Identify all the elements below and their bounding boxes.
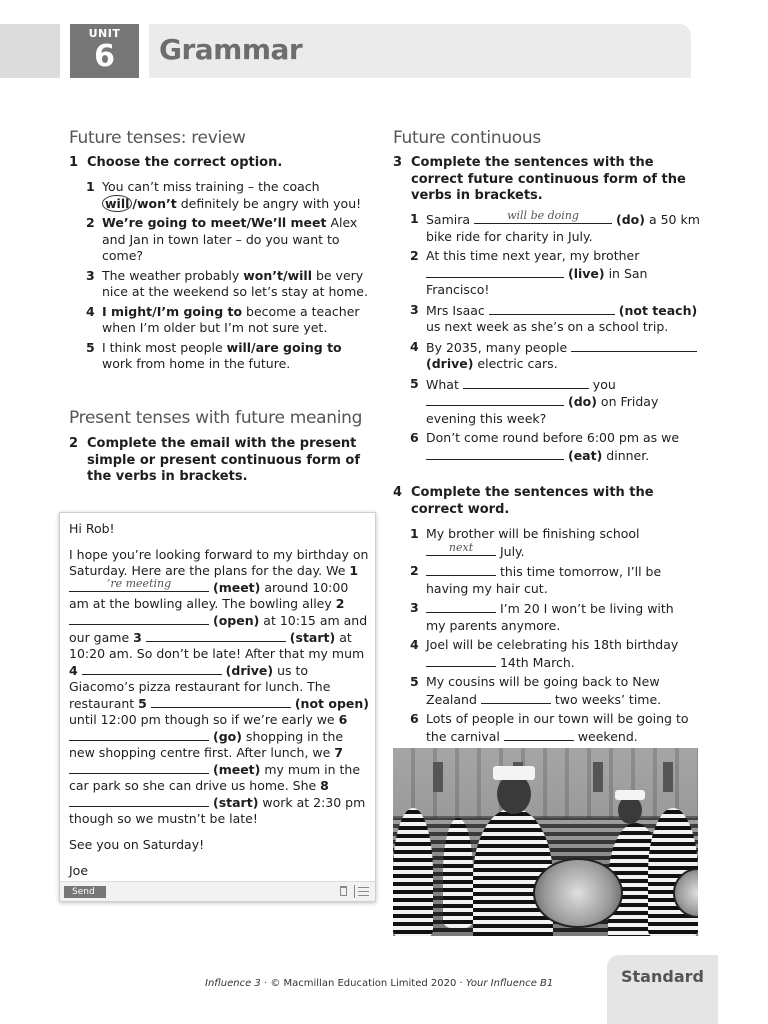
list-item [410, 563, 690, 597]
verb-prompt: (do) [567, 394, 597, 409]
trash-icon[interactable] [340, 886, 347, 896]
handwritten-answer: next [448, 540, 474, 554]
answer-blank[interactable] [489, 302, 615, 315]
exercise-1-list [86, 179, 371, 376]
verb-prompt: (eat) [567, 447, 603, 463]
photo-figure [443, 818, 473, 928]
exercise-number: 3 [393, 155, 403, 170]
send-button[interactable]: Send [64, 886, 106, 898]
item-number: 3 [410, 600, 419, 615]
header-bar [149, 24, 691, 78]
email-text: at 10:20 am. So don’t be late! After that my mum [69, 630, 365, 661]
email-text: We [322, 563, 350, 578]
item-text: July. [496, 543, 525, 559]
item-text: on Friday evening this week? [426, 394, 659, 426]
option-text: will/are going to [226, 339, 342, 355]
answer-blank[interactable] [463, 376, 589, 389]
answer-blank[interactable] [426, 540, 496, 556]
list-item [410, 302, 702, 336]
gap-number: 6 [338, 712, 348, 727]
menu-icon[interactable] [358, 887, 369, 896]
item-number: 2 [410, 248, 419, 263]
answer-blank[interactable] [474, 211, 612, 224]
verb-prompt: (not open) [294, 696, 369, 711]
option-text: We’re going to meet/We’ll meet [102, 215, 327, 230]
carnival-photo [393, 748, 698, 936]
item-text: What [426, 376, 463, 392]
gap-number: 7 [334, 745, 343, 760]
footer-book: Influence 3 [205, 978, 261, 989]
item-text: us next week as she’s on a school trip. [426, 319, 669, 334]
email-closing: See you on Saturday! [69, 837, 205, 852]
email-window [59, 512, 376, 902]
list-item [410, 211, 702, 245]
gap-number: 2 [335, 596, 345, 611]
toolbar-divider [354, 885, 355, 898]
level-tab [607, 955, 718, 1024]
item-number: 4 [410, 338, 419, 354]
exercise-number: 2 [69, 436, 79, 451]
section-title-future-tenses: Future tenses: review [69, 128, 246, 148]
item-text: you [588, 376, 616, 392]
list-item [410, 248, 702, 299]
exercise-1-heading [69, 155, 369, 172]
item-text: I think most people [102, 339, 227, 355]
list-item [86, 268, 371, 301]
photo-hat [493, 766, 535, 780]
answer-blank[interactable] [481, 691, 551, 704]
item-number: 6 [410, 711, 419, 726]
email-signature: Joe [69, 863, 89, 878]
exercise-4-list [410, 526, 690, 748]
photo-steel-drum [533, 858, 623, 928]
exercise-3-list [410, 211, 702, 467]
photo-face [497, 774, 531, 814]
item-text: 14th March. [496, 654, 575, 670]
option-text: I might/I’m going to [102, 303, 243, 319]
item-text: Joel will be celebrating his 18th birthday [426, 637, 679, 652]
item-text: My cousins will be going back to New Zealand [426, 674, 660, 707]
email-body [69, 521, 369, 889]
email-text: at 10:15 am and our game [69, 613, 368, 645]
exercise-2-heading [69, 436, 369, 486]
verb-prompt: (go) [212, 729, 242, 744]
item-number: 3 [86, 267, 95, 283]
list-item [410, 637, 690, 671]
list-item [410, 600, 690, 634]
photo-window [663, 762, 673, 792]
section-title-present-tenses: Present tenses with future meaning [69, 408, 363, 428]
gap-number: 8 [320, 778, 329, 793]
verb-prompt: (drive) [426, 356, 474, 371]
exercise-4-heading [393, 485, 693, 518]
answer-blank[interactable] [426, 265, 564, 278]
answer-blank[interactable] [146, 629, 286, 642]
item-number: 3 [410, 301, 419, 317]
photo-face [618, 796, 642, 824]
item-text: weekend. [573, 728, 638, 744]
list-item [410, 711, 690, 745]
verb-prompt: (start) [212, 795, 259, 810]
footer-copyright: · © Macmillan Education Limited 2020 · [260, 978, 466, 989]
item-text: Don’t come round before 6:00 pm as we [426, 430, 680, 445]
exercise-3-heading [393, 155, 693, 205]
option-text: won’t/will [243, 267, 312, 283]
verb-prompt: (do) [616, 212, 645, 227]
item-text: become a teacher when I’m older but I’m not sure yet. [102, 303, 360, 335]
answer-blank[interactable] [426, 600, 496, 613]
level-label: Standard [621, 967, 704, 986]
item-text: two weeks’ time. [550, 691, 662, 707]
section-title-future-continuous: Future continuous [393, 128, 541, 148]
list-item [86, 304, 371, 337]
item-number: 1 [410, 211, 419, 226]
email-text: work at 2:30 pm though so we mustn’t be late! [69, 795, 366, 826]
item-text: The weather probably [102, 267, 244, 283]
item-text: My brother will be finishing school [426, 526, 640, 541]
verb-prompt: (start) [289, 630, 336, 645]
verb-prompt: (not teach) [618, 302, 698, 318]
item-text: I’m 20 I won’t be living with my parents anymore. [426, 601, 674, 633]
item-text: By 2035, many people [426, 339, 572, 355]
list-item [410, 430, 702, 464]
item-number: 1 [86, 179, 95, 194]
list-item [86, 340, 371, 373]
answer-blank[interactable] [504, 728, 574, 741]
list-item [410, 526, 690, 560]
exercise-instruction: Complete the sentences with the correct word. [411, 485, 654, 517]
list-item [410, 376, 702, 428]
verb-prompt: (drive) [225, 663, 274, 678]
verb-prompt: (meet) [212, 580, 261, 595]
item-number: 4 [86, 303, 95, 319]
exercise-number: 1 [69, 155, 79, 170]
answer-blank[interactable] [426, 393, 564, 406]
answer-blank[interactable] [82, 662, 222, 675]
answer-blank[interactable] [571, 339, 697, 352]
exercise-instruction: Complete the sentences with the correct future continuous form of the verbs in brackets. [411, 155, 686, 203]
item-text: this time tomorrow, I’ll be having my hair cut. [426, 564, 662, 596]
email-paragraph [69, 547, 369, 827]
photo-window [433, 762, 443, 792]
verb-prompt: (live) [567, 265, 605, 281]
email-text: shopping in the new shopping centre first. After lunch, we [69, 729, 344, 760]
footer-credit [205, 978, 553, 989]
item-number: 2 [410, 563, 419, 578]
item-text: be very nice at the weekend so let’s stay at home. [102, 267, 368, 299]
answer-blank[interactable] [426, 654, 496, 667]
answer-blank[interactable] [69, 761, 209, 774]
email-text: until 12:00 pm though so if we’re early we [69, 712, 339, 727]
list-item [410, 674, 690, 708]
item-text: electric cars. [473, 356, 558, 371]
gap-number: 4 [69, 663, 78, 678]
answer-blank[interactable] [69, 728, 209, 741]
page-edge-tab [0, 24, 60, 78]
answer-blank[interactable] [69, 579, 209, 592]
verb-prompt: (meet) [212, 762, 261, 777]
answer-blank[interactable] [69, 794, 209, 807]
item-text: You can’t miss training – the coach [102, 179, 320, 194]
email-text: us to Giacomo’s pizza restaurant for lunch. The restaurant [69, 663, 331, 711]
item-number: 4 [410, 637, 419, 652]
item-number: 5 [410, 375, 419, 391]
item-number: 1 [410, 526, 419, 541]
item-text: definitely be angry with you! [176, 195, 362, 211]
list-item [86, 215, 371, 265]
unit-badge [70, 24, 139, 78]
exercise-number: 4 [393, 485, 403, 500]
photo-figure [393, 808, 433, 936]
item-text: Lots of people in our town will be going to the carnival [426, 711, 689, 744]
circled-answer: will [102, 195, 132, 212]
item-text: in San Francisco! [426, 265, 648, 297]
email-text: I hope you’re looking forward to my birthday on Saturday. Here are the plans for the day. [69, 547, 369, 578]
email-toolbar [60, 881, 375, 901]
email-greeting: Hi Rob! [69, 521, 115, 536]
item-text: Mrs Isaac [426, 302, 489, 318]
item-text: dinner. [602, 447, 650, 463]
email-text: around 10:00 am at the bowling alley. The bowling alley [69, 580, 349, 611]
answer-blank[interactable] [151, 695, 291, 708]
option-text: /won’t [132, 195, 177, 211]
unit-label: UNIT [88, 27, 121, 40]
email-text: my mum in the car park so she can drive us home. She [69, 762, 361, 793]
handwritten-answer: ’re meeting [106, 577, 172, 590]
item-text: Alex and Jan in town later – do you want to come? [102, 215, 358, 263]
verb-prompt: (open) [212, 613, 260, 628]
footer-series: Your Influence B1 [465, 978, 554, 989]
item-text: At this time next year, my brother [426, 248, 640, 263]
answer-blank[interactable] [426, 563, 496, 576]
gap-number: 3 [133, 630, 142, 645]
list-item [410, 339, 702, 373]
exercise-instruction: Complete the email with the present simple or present continuous form of the verbs in brackets. [87, 436, 360, 484]
item-number: 6 [410, 430, 419, 445]
unit-number: 6 [94, 39, 115, 74]
gap-number: 1 [349, 563, 359, 578]
item-text: Samira [426, 212, 475, 227]
handwritten-answer: will be doing [507, 209, 579, 222]
list-item [86, 179, 371, 212]
page-title: Grammar [159, 33, 303, 66]
photo-window [593, 762, 603, 792]
answer-blank[interactable] [69, 612, 209, 625]
item-number: 2 [86, 215, 95, 230]
item-text: work from home in the future. [102, 356, 291, 371]
exercise-instruction: Choose the correct option. [87, 155, 283, 170]
answer-blank[interactable] [426, 447, 564, 460]
gap-number: 5 [138, 696, 147, 711]
item-text: a 50 km bike ride for charity in July. [426, 212, 700, 244]
photo-hat [615, 790, 645, 800]
item-number: 5 [86, 339, 95, 355]
item-number: 5 [410, 674, 419, 689]
